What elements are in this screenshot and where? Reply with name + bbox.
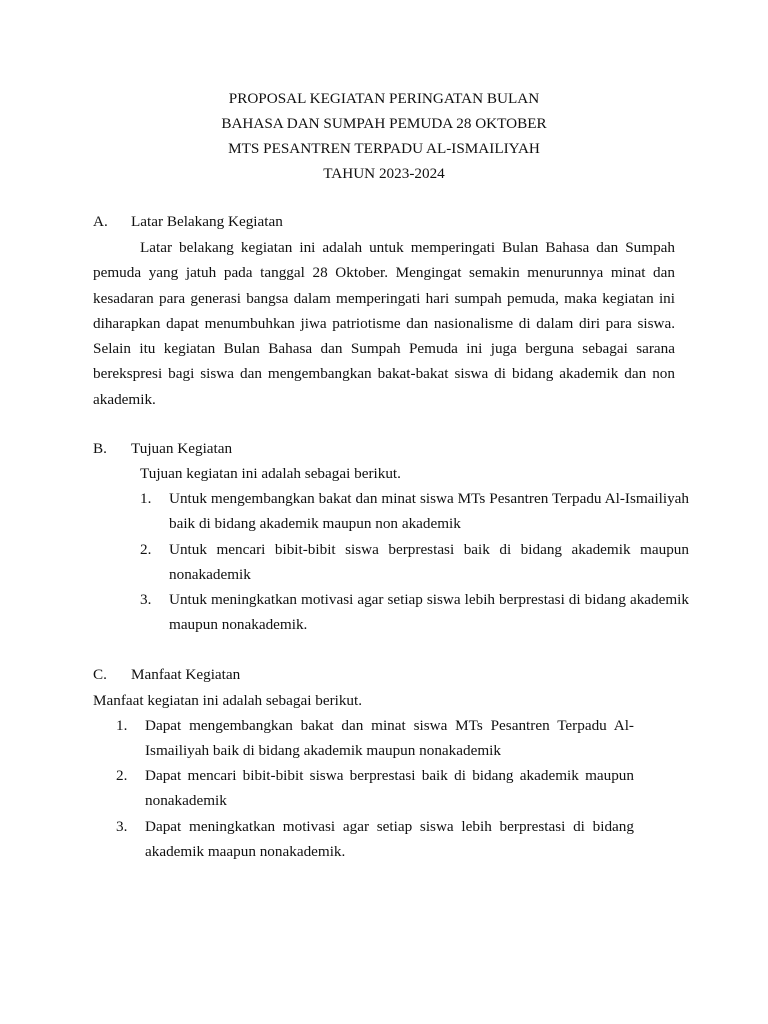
list-text: Dapat meningkatkan motivasi agar setiap siswa lebih berprestasi di bidang akademik maapun nonakademik.: [145, 818, 634, 861]
section-c-heading: [93, 662, 240, 687]
list-number: 1.: [116, 717, 128, 734]
list-item: [140, 537, 689, 588]
list-item: [116, 763, 634, 814]
section-b-intro: Tujuan kegiatan ini adalah sebagai berikut.: [140, 465, 401, 482]
list-item: [140, 486, 689, 537]
section-title: Tujuan Kegiatan: [131, 440, 233, 457]
list-item: [116, 713, 634, 764]
list-number: 1.: [140, 490, 152, 507]
section-letter: C.: [93, 666, 107, 683]
list-item: [140, 587, 689, 638]
list-text: Untuk mengembangkan bakat dan minat siswa MTs Pesantren Terpadu Al-Ismailiyah baik di bidang akademik maupun non akademik: [169, 490, 689, 533]
list-text: Untuk mencari bibit-bibit siswa berprestasi baik di bidang akademik maupun nonakademik: [169, 541, 689, 584]
section-a-paragraph: Latar belakang kegiatan ini adalah untuk memperingati Bulan Bahasa dan Sumpah pemuda yang jatuh pada tanggal 28 Oktober. Mengingat semakin menurunnya minat dan kesadaran para generasi bangsa dalam memperingati hari sumpah pemuda, maka kegiatan ini diharapkan dapat menumbuhkan jiwa patriotisme dan nasionalisme di dalam diri para siswa. Selain itu kegiatan Bulan Bahasa dan Sumpah Pemuda ini juga berguna sebagai sarana berekspresi bagi siswa dan mengembangkan bakat-bakat siswa di bidang akademik dan non akademik.: [93, 239, 675, 408]
list-text: Dapat mencari bibit-bibit siswa berprestasi baik di bidang akademik maupun nonakademik: [145, 767, 634, 810]
section-title: Manfaat Kegiatan: [131, 666, 241, 683]
section-title: Latar Belakang Kegiatan: [131, 213, 283, 230]
list-text: Dapat mengembangkan bakat dan minat siswa MTs Pesantren Terpadu Al-Ismailiyah baik di bidang akademik maupun nonakademik: [145, 717, 634, 760]
section-letter: B.: [93, 440, 107, 457]
title-line: BAHASA DAN SUMPAH PEMUDA 28 OKTOBER: [221, 115, 547, 132]
title-line: PROPOSAL KEGIATAN PERINGATAN BULAN: [228, 90, 540, 107]
section-c-intro: Manfaat kegiatan ini adalah sebagai berikut.: [93, 692, 363, 709]
list-text: Untuk meningkatkan motivasi agar setiap siswa lebih berprestasi di bidang akademik maupun nonakademik.: [169, 591, 689, 634]
list-number: 3.: [116, 818, 128, 835]
list-number: 2.: [116, 767, 128, 784]
section-letter: A.: [93, 213, 108, 230]
list-number: 2.: [140, 541, 152, 558]
list-number: 3.: [140, 591, 152, 608]
list-item: [116, 814, 634, 865]
title-line: MTS PESANTREN TERPADU AL-ISMAILIYAH: [228, 140, 540, 157]
section-b-heading: [93, 436, 232, 461]
document-title: [0, 86, 768, 186]
section-a-heading: [93, 209, 283, 234]
title-line: TAHUN 2023-2024: [323, 165, 445, 182]
